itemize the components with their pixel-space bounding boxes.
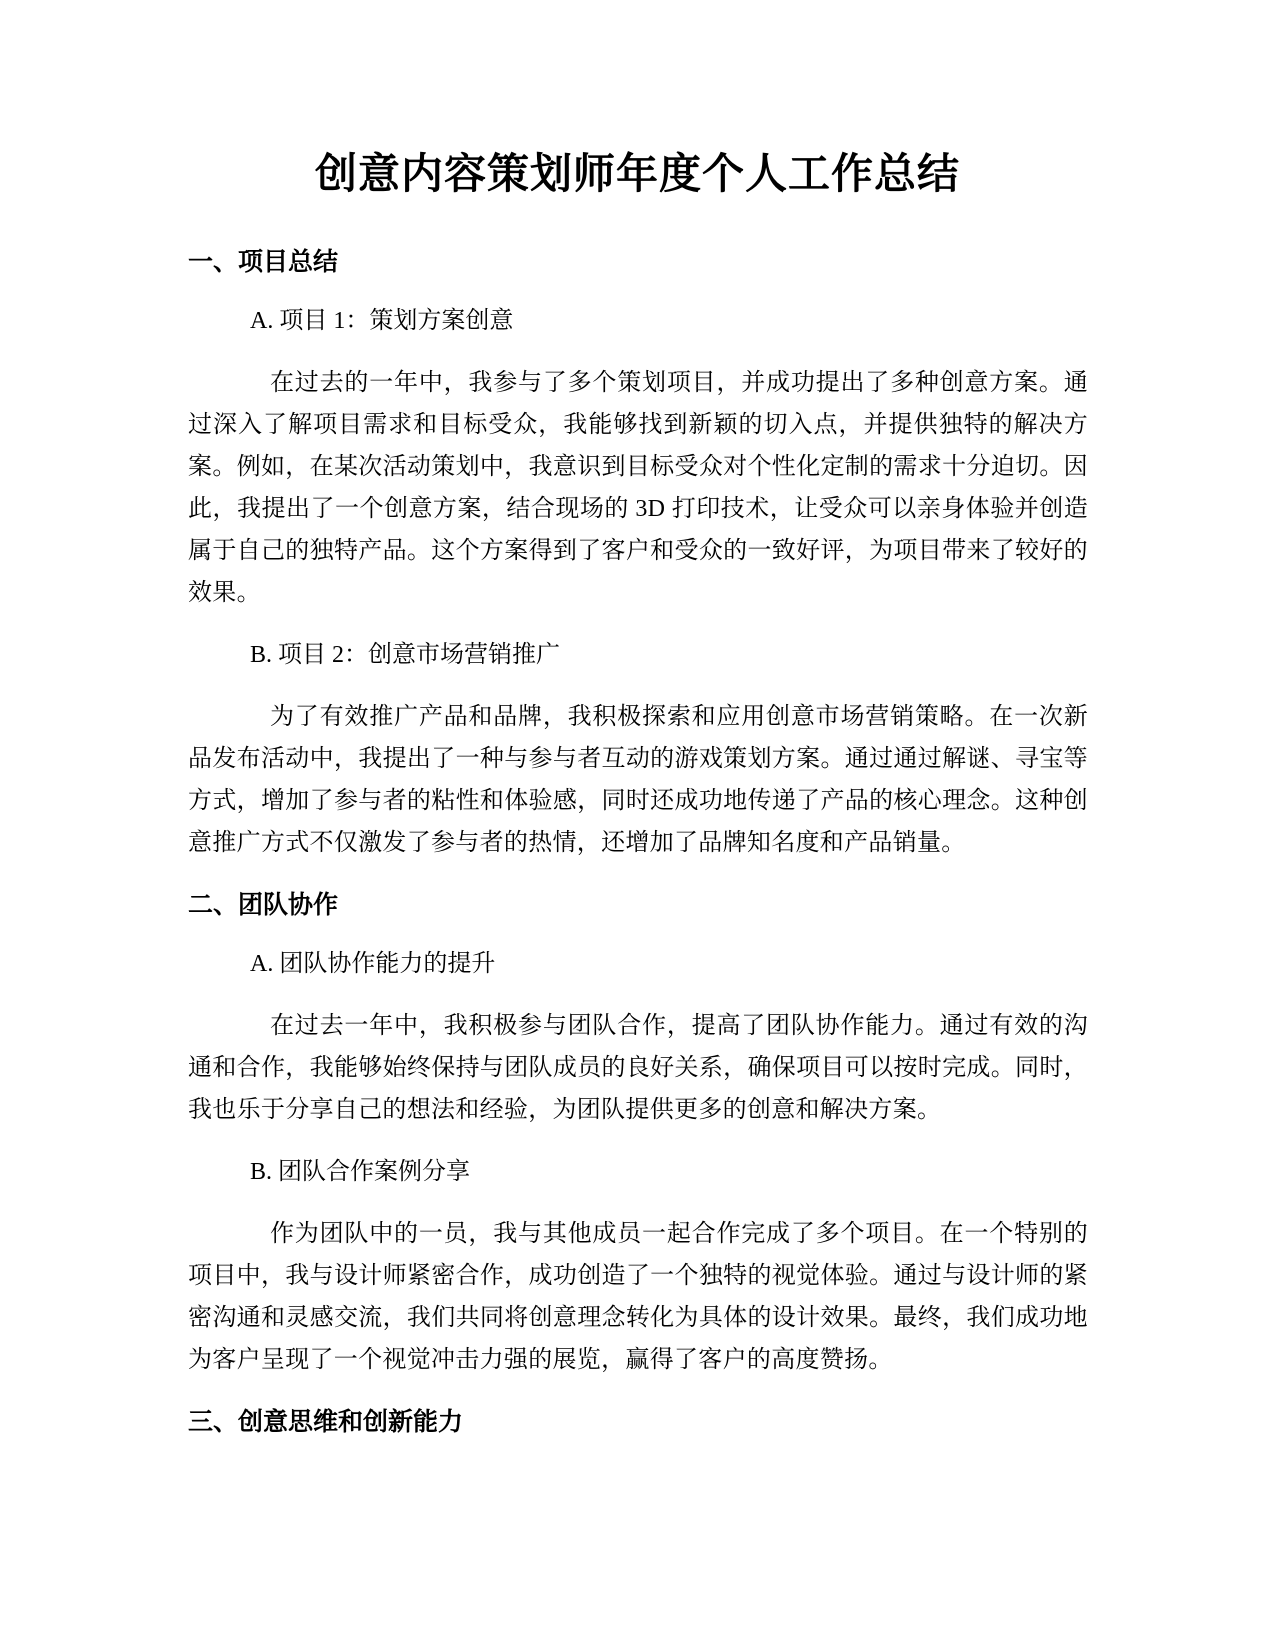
section-heading-teamwork: 二、团队协作 [188, 890, 339, 919]
document-title: 创意内容策划师年度个人工作总结 [314, 149, 960, 198]
paragraph-teamwork-case: 作为团队中的一员，我与其他成员一起合作完成了多个项目。在一个特别的项目中，我与设计师紧密合作，成功创造了一个独特的视觉体验。通过与设计师的紧密沟通和灵感交流，我们共同将创意理念转化为具体的设计效果。最终，我们成功地为客户呈现了一个视觉冲击力强的展览，赢得了客户的高度赞扬。 [188, 1221, 1088, 1373]
subsection-heading-teamwork-improvement: A. 团队协作能力的提升 [250, 951, 496, 977]
section-heading-project-summary: 一、项目总结 [188, 247, 339, 276]
subsection-heading-project-2: B. 项目 2：创意市场营销推广 [250, 642, 561, 668]
section-heading-creativity: 三、创意思维和创新能力 [188, 1407, 464, 1436]
document-body [188, 244, 1088, 1440]
paragraph-project-2: 为了有效推广产品和品牌，我积极探索和应用创意市场营销策略。在一次新品发布活动中，我提出了一种与参与者互动的游戏策划方案。通过通过解谜、寻宝等方式，增加了参与者的粘性和体验感，同时还成功地传递了产品的核心理念。这种创意推广方式不仅激发了参与者的热情，还增加了品牌知名度和产品销量。 [188, 704, 1088, 856]
paragraph-project-1: 在过去的一年中，我参与了多个策划项目，并成功提出了多种创意方案。通过深入了解项目需求和目标受众，我能够找到新颖的切入点，并提供独特的解决方案。例如，在某次活动策划中，我意识到目标受众对个性化定制的需求十分迫切。因此，我提出了一个创意方案，结合现场的 3D 打印技术，让受众可以亲身体验并创造属于自己的独特产品。这个方案得到了客户和受众的一致好评，为项目带来了较好的效果。 [188, 370, 1088, 606]
subsection-heading-teamwork-case: B. 团队合作案例分享 [250, 1159, 471, 1185]
subsection-heading-project-1: A. 项目 1：策划方案创意 [250, 308, 514, 334]
paragraph-teamwork-improvement: 在过去一年中，我积极参与团队合作，提高了团队协作能力。通过有效的沟通和合作，我能够始终保持与团队成员的良好关系，确保项目可以按时完成。同时，我也乐于分享自己的想法和经验，为团队提供更多的创意和解决方案。 [188, 1013, 1088, 1123]
